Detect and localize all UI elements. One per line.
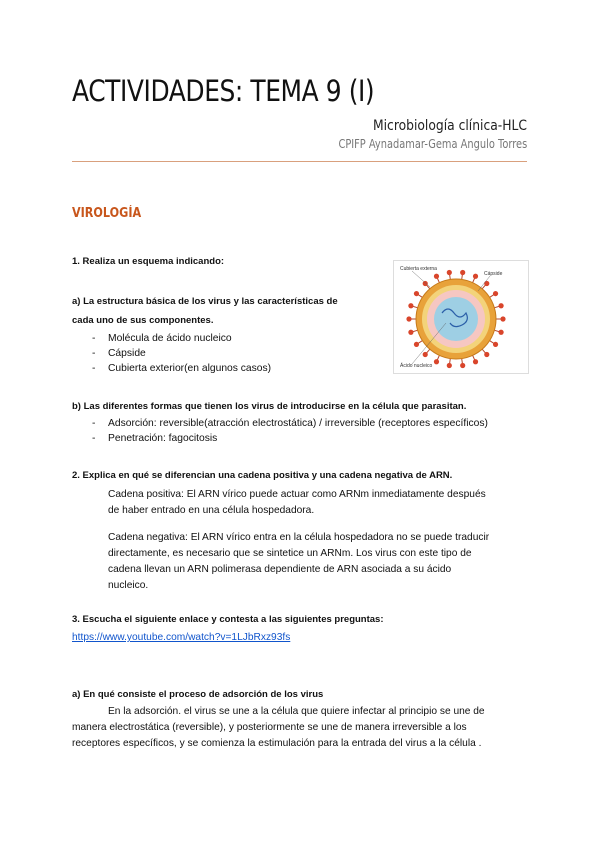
spike-head <box>460 363 465 368</box>
entry-forms-list <box>90 416 488 446</box>
spike-head <box>500 316 505 321</box>
positive-strand-line2: de haber entrado en una célula hospedadora. <box>108 505 315 516</box>
core <box>434 297 478 341</box>
negative-strand-line3: cadena llevan un ARN polimerasa dependiente de ARN asociada a su ácido <box>108 564 452 575</box>
spike-head <box>408 303 413 308</box>
page-title: ACTIVIDADES: TEMA 9 (I) <box>72 74 375 108</box>
list-item: - Penetración: fagocitosis <box>90 431 488 446</box>
spike-head <box>498 303 503 308</box>
label-envelope: Cubierta externa <box>400 266 437 272</box>
negative-strand-line4: nucleico. <box>108 580 149 591</box>
positive-strand-line1: Cadena positiva: El ARN vírico puede actuar como ARNm inmediatamente después <box>108 489 486 500</box>
spike-head <box>473 359 478 364</box>
spike-head <box>498 330 503 335</box>
spike-head <box>473 274 478 279</box>
question-3-title: 3. Escucha el siguiente enlace y contesta a las siguientes preguntas: <box>72 614 384 625</box>
spike-head <box>423 352 428 357</box>
question-3a-title: a) En qué consiste el proceso de adsorción de los virus <box>72 689 324 700</box>
spike-head <box>447 363 452 368</box>
negative-strand-line2: directamente, es necesario que se sintetice un ARNm. Los virus con este tipo de <box>108 548 472 559</box>
virus-diagram <box>393 260 529 374</box>
spike-head <box>434 274 439 279</box>
section-title: VIROLOGÍA <box>72 206 142 221</box>
label-nucleic-acid: Ácido nucleico <box>400 363 433 369</box>
spike-head <box>460 270 465 275</box>
adsorption-answer-line2: manera electrostática (reversible), y posteriormente se une de manera irreversible a los <box>72 722 467 733</box>
negative-strand-line1: Cadena negativa: El ARN vírico entra en la célula hospedadora no se puede traducir <box>108 532 490 543</box>
spike-head <box>484 281 489 286</box>
spike-head <box>493 291 498 296</box>
adsorption-answer-line1: En la adsorción. el virus se une a la célula que quiere infectar al principio se une de <box>108 706 485 717</box>
header-divider <box>72 161 527 162</box>
question-2-title: 2. Explica en qué se diferencian una cadena positiva y una cadena negativa de ARN. <box>72 470 453 481</box>
list-item: - Cubierta exterior(en algunos casos) <box>90 361 271 376</box>
spike-head <box>484 352 489 357</box>
spike-head <box>434 359 439 364</box>
author-line: CPIFP Aynadamar-Gema Angulo Torres <box>338 137 527 151</box>
youtube-link[interactable]: https://www.youtube.com/watch?v=1LJbRxz93fs <box>72 632 291 643</box>
spike-head <box>414 342 419 347</box>
spike-head <box>406 316 411 321</box>
list-item: - Molécula de ácido nucleico <box>90 331 271 346</box>
label-capsid: Cápside <box>484 271 503 277</box>
course-subtitle: Microbiología clínica-HLC <box>373 118 527 134</box>
structure-list <box>90 331 271 376</box>
spike-head <box>423 281 428 286</box>
adsorption-answer-line3: receptores específicos, y se comienza la estimulación para la entrada del virus a la célula . <box>72 738 482 749</box>
question-1b-title: b) Las diferentes formas que tienen los virus de introducirse en la célula que parasitan. <box>72 401 467 412</box>
spike-head <box>493 342 498 347</box>
spike-head <box>408 330 413 335</box>
question-1-title: 1. Realiza un esquema indicando: <box>72 256 225 267</box>
spike-head <box>447 270 452 275</box>
list-item: - Cápside <box>90 346 271 361</box>
question-1a-line1: a) La estructura básica de los virus y las características de <box>72 296 338 307</box>
spike-head <box>414 291 419 296</box>
list-item: - Adsorción: reversible(atracción electrostática) / irreversible (receptores específicos) <box>90 416 488 431</box>
question-1a-line2: cada uno de sus componentes. <box>72 315 214 326</box>
